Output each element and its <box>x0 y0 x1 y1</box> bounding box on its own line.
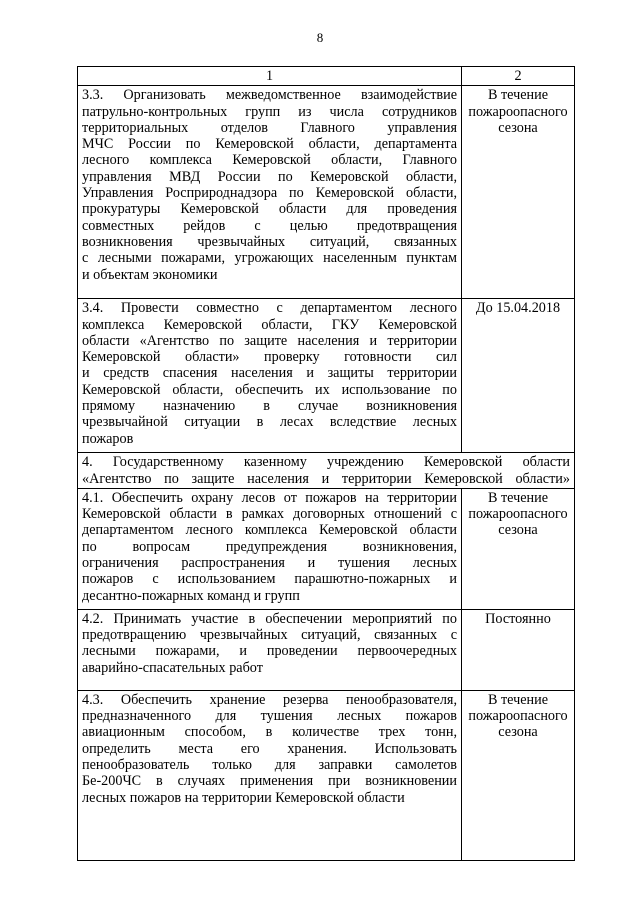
deadline-line: сезона <box>498 522 538 539</box>
task-text <box>78 488 462 609</box>
text-line: по вопросам предупреждения возникновения, <box>82 538 457 555</box>
measures-table <box>77 66 575 861</box>
text-line: предотвращению чрезвычайных ситуаций, связанных с <box>82 627 457 644</box>
text-line: 3.4. Провести совместно с департаментом лесного <box>82 300 457 317</box>
text-line: совместных рейдов с целью предотвращения <box>82 217 457 234</box>
text-line: 4.1. Обеспечить охрану лесов от пожаров на территории <box>82 489 457 506</box>
text-line: лесного комплекса Кемеровской области, Главного <box>82 152 457 169</box>
text-line: лесными пожарами, и проведении первоочередных <box>82 643 457 660</box>
text-line: и объектам экономики <box>82 266 218 283</box>
text-line: комплекса Кемеровской области, ГКУ Кемеровской <box>82 316 457 333</box>
text-line: департаментом лесного комплекса Кемеровской области <box>82 522 457 539</box>
table-header-row <box>78 67 575 86</box>
text-line: 4.2. Принимать участие в обеспечении мероприятий по <box>82 610 457 627</box>
text-line: ограничения распространения и тушения лесных <box>82 555 457 572</box>
text-line: 3.3. Организовать межведомственное взаимодействие <box>82 87 457 104</box>
text-line: с лесными пожарами, угрожающих населенным пунктам <box>82 250 457 267</box>
table-row <box>78 299 575 453</box>
text-line: десантно-пожарных команд и групп <box>82 587 300 604</box>
deadline-line: В течение <box>487 691 549 708</box>
text-line: Управления Росприроднадзора по Кемеровской области, <box>82 185 457 202</box>
text-line: Бе-200ЧС в случаях применения при возникновении <box>82 773 457 790</box>
text-line: МЧС России по Кемеровской области, департамента <box>82 136 457 153</box>
deadline-line: пожароопасного <box>468 103 568 120</box>
text-line: аварийно-спасательных работ <box>82 659 263 676</box>
text-line: Кемеровской области, обеспечить их использование по <box>82 381 457 398</box>
text-line: пожаров с использованием парашютно-пожарных и <box>82 571 457 588</box>
text-line: определить места его хранения. Использовать <box>82 740 457 757</box>
deadline-line: В течение <box>487 489 549 506</box>
text-line: прямому назначению в случае возникновения <box>82 398 457 415</box>
deadline-line: До 15.04.2018 <box>475 300 561 317</box>
column-header-1: 1 <box>78 67 462 86</box>
task-text <box>78 299 462 453</box>
text-line: прокуратуры Кемеровской области для проведения <box>82 201 457 218</box>
column-header-2: 2 <box>462 67 575 86</box>
text-line: патрульно-контрольных групп из числа сотрудников <box>82 103 457 120</box>
table-row <box>78 609 575 690</box>
text-line: 4. Государственному казенному учреждению Кемеровской области <box>82 454 570 471</box>
deadline-line: сезона <box>498 119 538 136</box>
table-row <box>78 488 575 609</box>
text-line: Кемеровской области» проверку готовности сил <box>82 349 457 366</box>
text-line: чрезвычайной ситуации в лесах вследствие лесных <box>82 414 457 431</box>
text-line: территориальных отделов Главного управления <box>82 119 457 136</box>
deadline-line: Постоянно <box>485 610 551 627</box>
table-row <box>78 690 575 860</box>
deadline-line: пожароопасного <box>468 708 568 725</box>
text-line: авиационным способом, в количестве трех тонн, <box>82 724 457 741</box>
text-line: «Агентство по защите населения и территории Кемеровской области» <box>82 470 570 487</box>
task-text <box>78 609 462 690</box>
deadline-line: пожароопасного <box>468 506 568 523</box>
task-text <box>78 86 462 299</box>
page-number: 8 <box>316 30 324 45</box>
deadline-line: сезона <box>498 724 538 741</box>
text-line: предназначенного для тушения лесных пожаров <box>82 708 457 725</box>
deadline-cell <box>462 299 575 453</box>
deadline-cell <box>462 609 575 690</box>
text-line: возникновения чрезвычайных ситуаций, связанных <box>82 233 457 250</box>
text-line: пенообразователь только для заправки самолетов <box>82 757 457 774</box>
text-line: пожаров <box>82 430 134 447</box>
text-line: и средств спасения населения и защиты территории <box>82 365 457 382</box>
section-title <box>78 453 575 489</box>
text-line: 4.3. Обеспечить хранение резерва пенообразователя, <box>82 691 457 708</box>
text-line: лесных пожаров на территории Кемеровской области <box>82 789 405 806</box>
task-text <box>78 690 462 860</box>
section-row <box>78 453 575 489</box>
text-line: области «Агентство по защите населения и территории <box>82 332 457 349</box>
deadline-cell <box>462 488 575 609</box>
deadline-line: В течение <box>487 87 549 104</box>
text-line: управления МВД России по Кемеровской области, <box>82 168 457 185</box>
deadline-cell <box>462 690 575 860</box>
deadline-cell <box>462 86 575 299</box>
text-line: Кемеровской области в рамках договорных отношений с <box>82 506 457 523</box>
table-row <box>78 86 575 299</box>
